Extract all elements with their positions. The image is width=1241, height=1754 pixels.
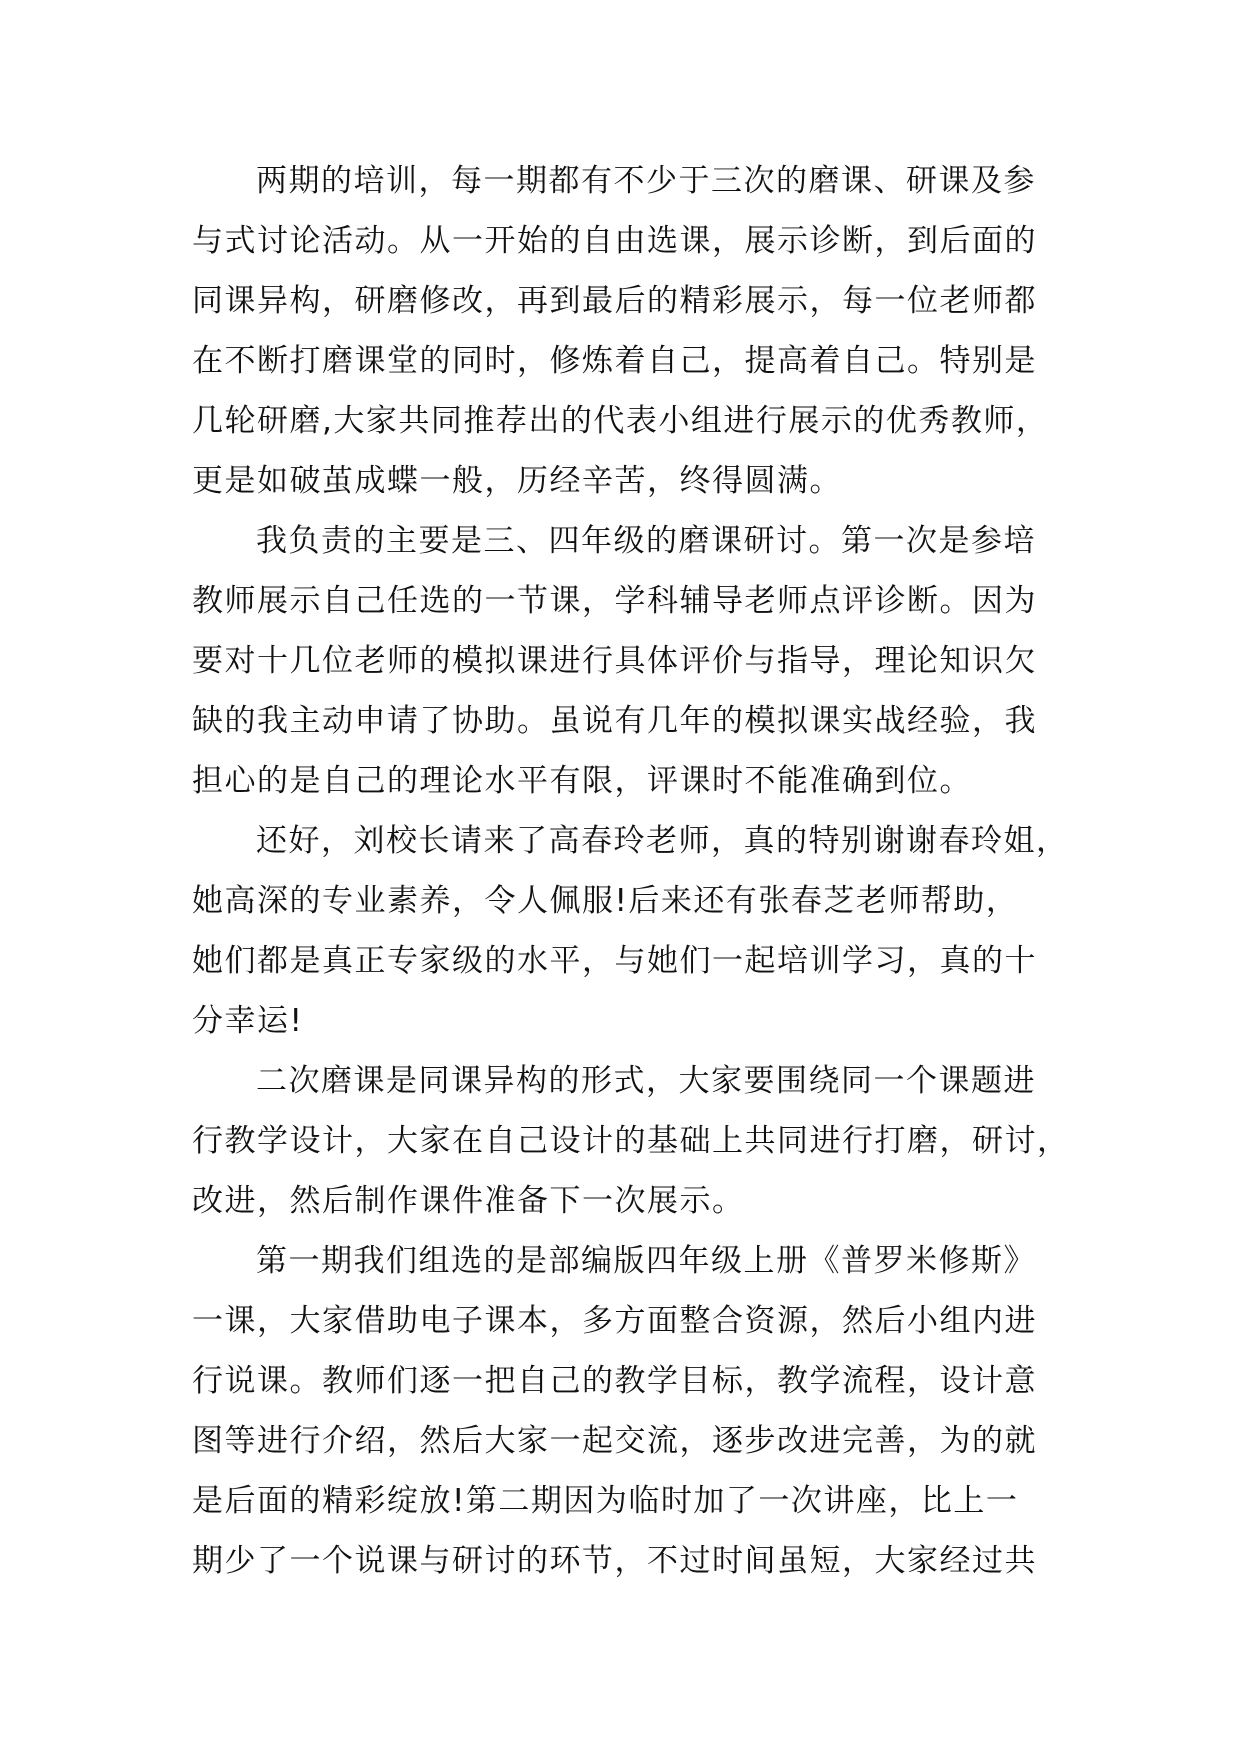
text-line: 一课，大家借助电子课本，多方面整合资源，然后小组内进 bbox=[192, 1303, 1037, 1339]
text-line: 图等进行介绍，然后大家一起交流，逐步改进完善，为的就 bbox=[192, 1423, 1037, 1459]
text-line: 是后面的精彩绽放!第二期因为临时加了一次讲座，比上一 bbox=[192, 1483, 1019, 1519]
document-body bbox=[192, 151, 1070, 1591]
text-line: 期少了一个说课与研讨的环节，不过时间虽短，大家经过共 bbox=[192, 1543, 1037, 1579]
text-line: 同课异构，研磨修改，再到最后的精彩展示，每一位老师都 bbox=[192, 283, 1037, 319]
text-line: 担心的是自己的理论水平有限，评课时不能准确到位。 bbox=[192, 763, 972, 799]
text-line: 改进，然后制作课件准备下一次展示。 bbox=[192, 1183, 745, 1219]
text-line: 我负责的主要是三、四年级的磨课研讨。第一次是参培 bbox=[256, 523, 1036, 559]
text-line: 教师展示自己任选的一节课，学科辅导老师点评诊断。因为 bbox=[192, 583, 1037, 619]
paragraph-1 bbox=[192, 151, 1050, 511]
text-line: 她们都是真正专家级的水平，与她们一起培训学习，真的十 bbox=[192, 943, 1037, 979]
text-line: 行说课。教师们逐一把自己的教学目标，教学流程，设计意 bbox=[192, 1363, 1037, 1399]
paragraph-2 bbox=[192, 511, 1050, 811]
paragraph-5 bbox=[192, 1231, 1050, 1591]
text-line: 两期的培训，每一期都有不少于三次的磨课、研课及参 bbox=[256, 163, 1036, 199]
paragraph-4 bbox=[192, 1051, 1070, 1231]
text-line: 与式讨论活动。从一开始的自由选课，展示诊断，到后面的 bbox=[192, 223, 1037, 259]
text-line: 缺的我主动申请了协助。虽说有几年的模拟课实战经验，我 bbox=[192, 703, 1037, 739]
text-line: 行教学设计，大家在自己设计的基础上共同进行打磨，研讨， bbox=[192, 1123, 1070, 1159]
text-line: 要对十几位老师的模拟课进行具体评价与指导，理论知识欠 bbox=[192, 643, 1037, 679]
text-line: 更是如破茧成蝶一般，历经辛苦，终得圆满。 bbox=[192, 463, 842, 499]
text-line: 二次磨课是同课异构的形式，大家要围绕同一个课题进 bbox=[256, 1063, 1036, 1099]
text-line: 分幸运! bbox=[192, 1003, 304, 1039]
paragraph-3 bbox=[192, 811, 1069, 1051]
text-line: 在不断打磨课堂的同时，修炼着自己，提高着自己。特别是 bbox=[192, 343, 1037, 379]
text-line: 还好，刘校长请来了高春玲老师，真的特别谢谢春玲姐， bbox=[256, 823, 1069, 859]
text-line: 几轮研磨,大家共同推荐出的代表小组进行展示的优秀教师， bbox=[192, 403, 1049, 439]
text-line: 第一期我们组选的是部编版四年级上册《普罗米修斯》 bbox=[256, 1243, 1036, 1279]
text-line: 她高深的专业素养，令人佩服!后来还有张春芝老师帮助， bbox=[192, 883, 1019, 919]
